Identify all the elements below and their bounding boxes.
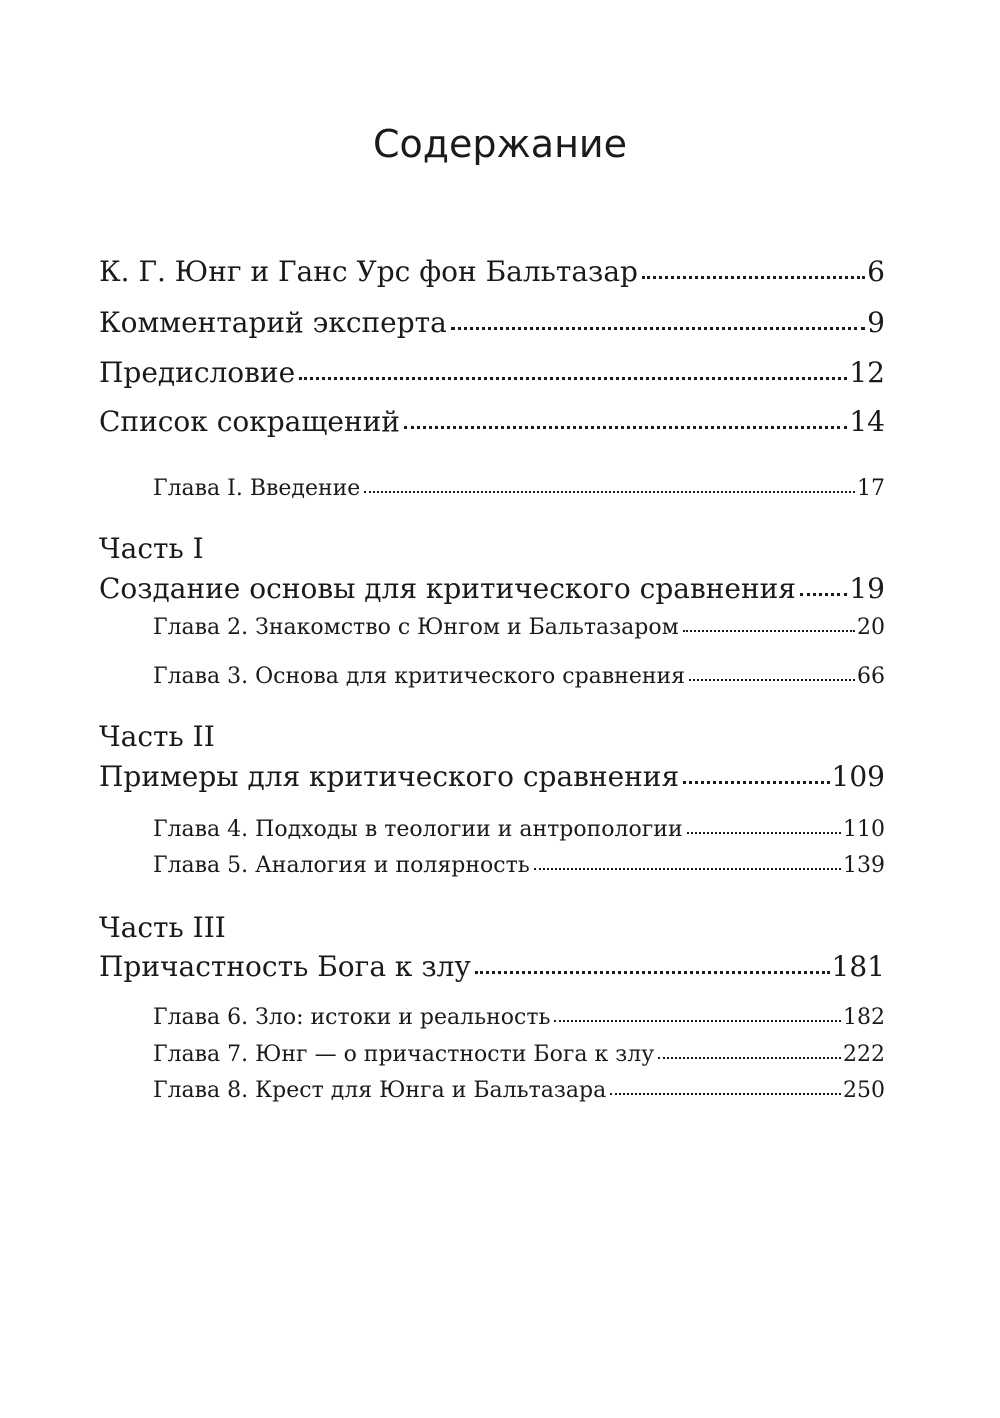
dot-leader [475,969,830,974]
dot-leader [800,591,847,596]
toc-entry-chapter-3 [153,664,885,689]
toc-entry-chapter-4 [153,817,885,842]
dot-leader [610,1091,841,1095]
toc-entry-page: 182 [843,1005,885,1030]
dot-leader [683,628,855,632]
toc-entry-page: 110 [843,817,885,842]
toc-entry-label: Предисловие [99,356,296,389]
dot-leader [658,1055,841,1059]
dot-leader [404,424,847,429]
toc-entry-page: 139 [843,853,885,878]
toc-entry-page: 222 [843,1042,885,1067]
toc-entry-label: Глава 2. Знакомство с Юнгом и Бальтазаром [153,615,679,640]
toc-entry-page: 17 [857,476,885,501]
toc-entry-label: Глава 7. Юнг — о причастности Бога к злу [153,1042,655,1067]
toc-entry-chapter-8 [153,1078,885,1103]
toc-entry-page: 6 [867,255,885,288]
toc-entry-page: 181 [831,950,885,983]
toc-entry-label: Глава 8. Крест для Юнга и Бальтазара [153,1078,607,1103]
dot-leader [534,866,841,870]
toc-entry-expert-comment [99,306,885,339]
toc-entry-page: 20 [857,615,885,640]
toc-entry-label: Примеры для критического сравнения [99,760,680,793]
toc-entry-page: 19 [849,572,885,605]
toc-entry-chapter-7 [153,1042,885,1067]
dot-leader [451,325,865,330]
toc-entry-page: 12 [849,356,885,389]
part-label-3: Часть III [99,911,226,944]
toc-entry-label: Комментарий эксперта [99,306,447,339]
part-label-2: Часть II [99,720,215,753]
toc-entry-label: Создание основы для критического сравнения [99,572,796,605]
page-title: Содержание [373,122,627,166]
toc-entry-chapter-6 [153,1005,885,1030]
dot-leader [642,274,865,279]
toc-entry-chapter-5 [153,853,885,878]
part-label-1: Часть I [99,532,204,565]
toc-entry-label: Список сокращений [99,405,400,438]
toc-entry-page: 66 [857,664,885,689]
toc-entry-part-1-title [99,572,885,605]
toc-entry-part-2-title [99,760,885,793]
toc-entry-label: Глава I. Введение [153,476,361,501]
toc-entry-page: 14 [849,405,885,438]
toc-entry-part-3-title [99,950,885,983]
toc-entry-preface [99,356,885,389]
toc-entry-label: К. Г. Юнг и Ганс Урс фон Бальтазар [99,255,638,288]
toc-entry-chapter-2 [153,615,885,640]
dot-leader [683,779,829,784]
toc-entry-jung-balthasar [99,255,885,288]
dot-leader [687,830,841,834]
toc-entry-page: 9 [867,306,885,339]
toc-entry-label: Глава 5. Аналогия и полярность [153,853,530,878]
dot-leader [689,677,855,681]
toc-entry-label: Глава 4. Подходы в теологии и антропологии [153,817,683,842]
toc-entry-page: 109 [831,760,885,793]
toc-entry-abbreviations [99,405,885,438]
dot-leader [299,375,847,380]
toc-entry-label: Глава 6. Зло: истоки и реальность [153,1005,551,1030]
dot-leader [554,1018,841,1022]
toc-entry-label: Причастность Бога к злу [99,950,471,983]
toc-entry-page: 250 [843,1078,885,1103]
toc-entry-label: Глава 3. Основа для критического сравнения [153,664,686,689]
toc-entry-chapter-1 [153,476,885,501]
dot-leader [364,489,855,493]
